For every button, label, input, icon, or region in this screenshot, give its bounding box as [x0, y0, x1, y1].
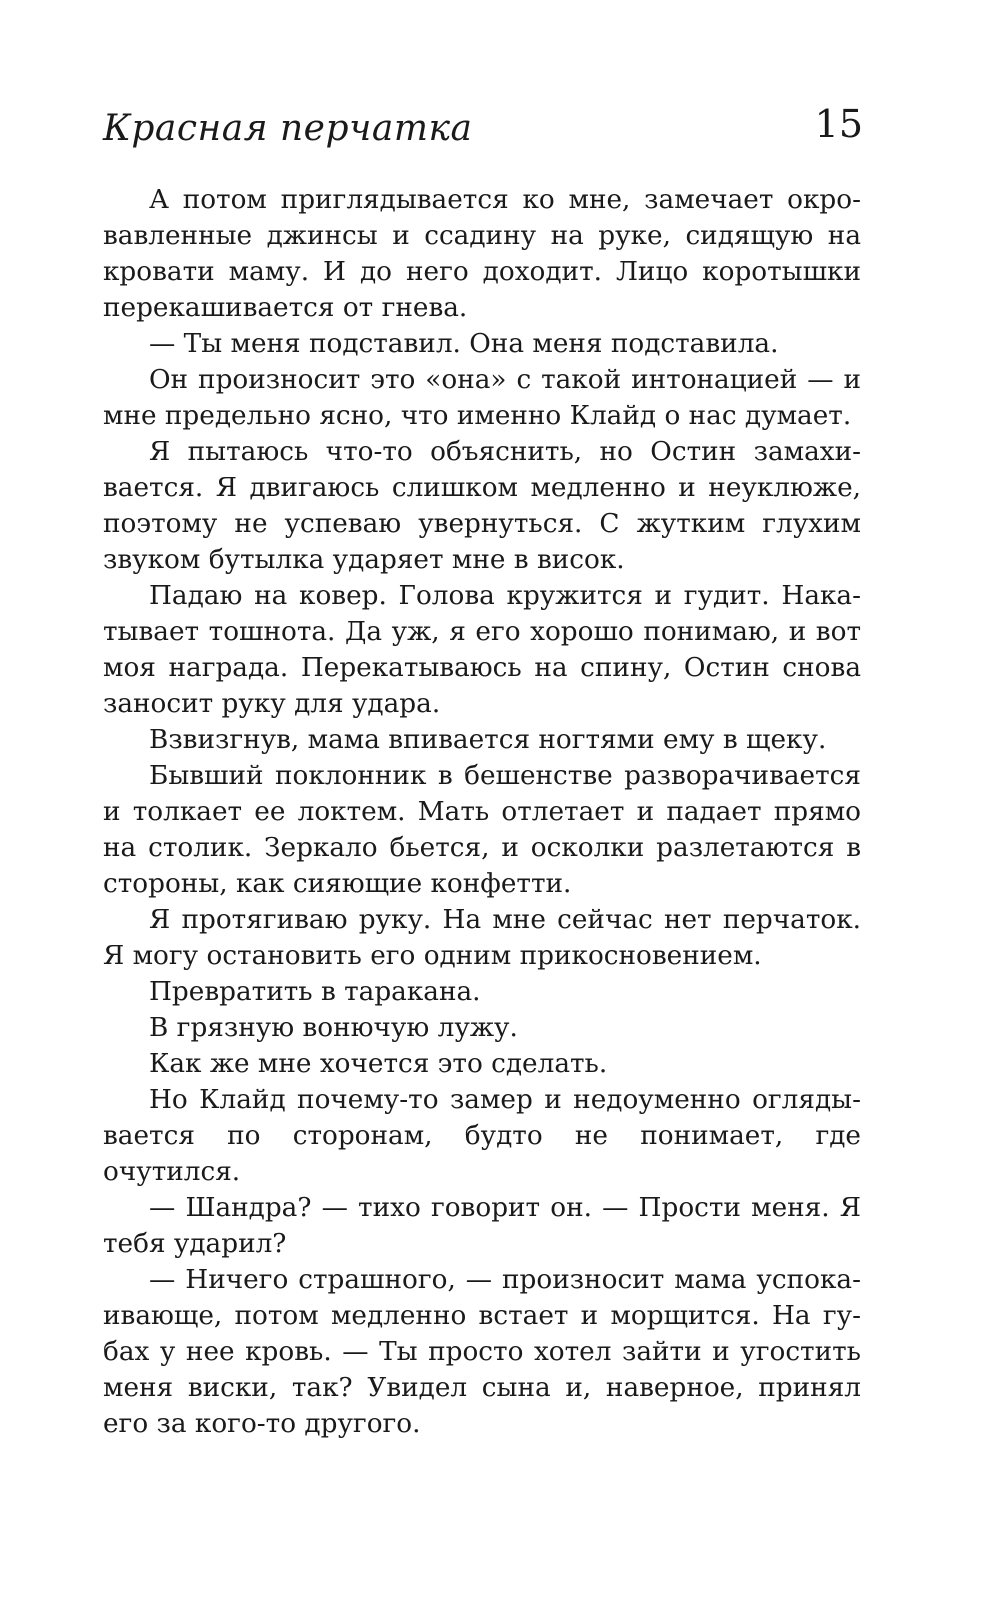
paragraph: Я пытаюсь что-то объяснить, но Остин замахивается. Я двигаюсь слишком медленно и неуклюже, поэтому не успеваю увернуться. С жутким глухим звуком бутылка ударяет мне в висок.	[103, 437, 861, 575]
paragraph: А потом приглядывается ко мне, замечает окровавленные джинсы и ссадину на руке, сидящую на кровати маму. И до него доходит. Лицо коротышки перекашивается от гнева.	[103, 185, 861, 323]
paragraph: — Ты меня подставил. Она меня подставила.	[149, 329, 779, 359]
page-number: 15	[814, 102, 863, 146]
paragraph: Бывший поклонник в бешенстве разворачивается и толкает ее локтем. Мать отлетает и падает прямо на столик. Зеркало бьется, и осколки разлетаются в стороны, как сияющие конфетти.	[103, 761, 861, 899]
body-text	[103, 182, 861, 1442]
paragraph: Но Клайд почему-то замер и недоуменно оглядывается по сторонам, будто не понимает, где очутился.	[103, 1085, 861, 1187]
paragraph: — Ничего страшного, — произносит мама успокаивающе, потом медленно встает и морщится. На губах у нее кровь. — Ты просто хотел зайти и угостить меня виски, так? Увидел сына и, наверное, принял его за кого-то другого.	[103, 1265, 861, 1439]
running-title: Красная перчатка	[103, 108, 473, 149]
paragraph: Превратить в таракана.	[149, 977, 481, 1007]
paragraph: Падаю на ковер. Голова кружится и гудит. Накатывает тошнота. Да уж, я его хорошо понимаю, и вот моя награда. Перекатываюсь на спину, Остин снова заносит руку для удара.	[103, 581, 861, 719]
paragraph: Я протягиваю руку. На мне сейчас нет перчаток. Я могу остановить его одним прикосновением.	[103, 905, 861, 971]
running-head	[103, 102, 863, 162]
paragraph: Как же мне хочется это сделать.	[149, 1049, 608, 1079]
paragraph: — Шандра? — тихо говорит он. — Прости меня. Я тебя ударил?	[103, 1193, 861, 1259]
paragraph: Он произносит это «она» с такой интонацией — и мне предельно ясно, что именно Клайд о нас думает.	[103, 365, 861, 431]
paragraph: В грязную вонючую лужу.	[149, 1013, 518, 1043]
paragraph: Взвизгнув, мама впивается ногтями ему в щеку.	[149, 725, 827, 755]
